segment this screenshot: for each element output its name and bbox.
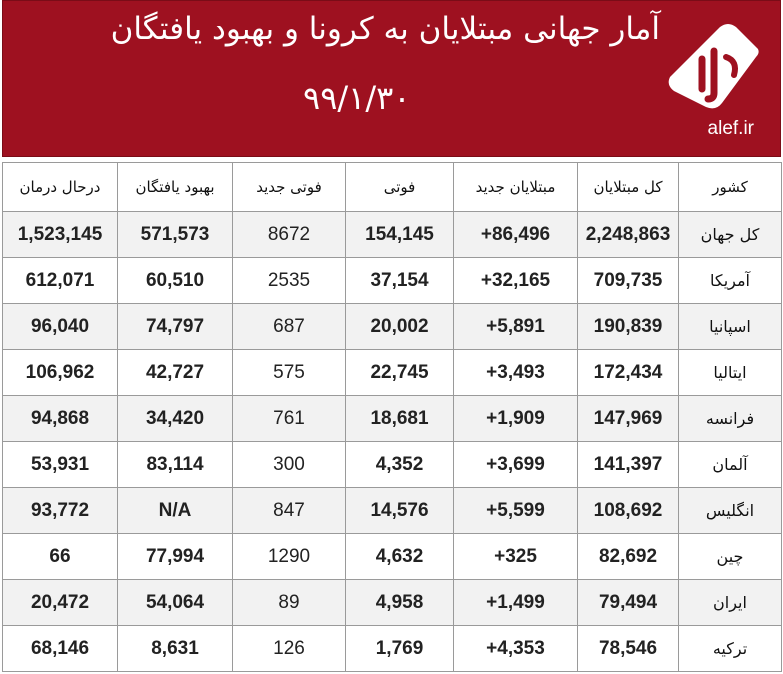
cell-recovered: 74,797 xyxy=(118,304,233,350)
cell-country: آلمان xyxy=(679,442,782,488)
cell-total-cases: 108,692 xyxy=(578,488,679,534)
cell-new-cases: +32,165 xyxy=(454,258,578,304)
table-row xyxy=(3,534,782,580)
cell-new-deaths: 2535 xyxy=(233,258,346,304)
col-header-deaths: فوتی xyxy=(346,163,454,212)
cell-total-cases: 141,397 xyxy=(578,442,679,488)
cell-active: 53,931 xyxy=(3,442,118,488)
cell-active: 66 xyxy=(3,534,118,580)
cell-deaths: 4,352 xyxy=(346,442,454,488)
cell-recovered: 34,420 xyxy=(118,396,233,442)
cell-deaths: 14,576 xyxy=(346,488,454,534)
cell-new-cases: +5,599 xyxy=(454,488,578,534)
cell-deaths: 1,769 xyxy=(346,626,454,672)
cell-total-cases: 79,494 xyxy=(578,580,679,626)
table-row xyxy=(3,396,782,442)
cell-recovered: 83,114 xyxy=(118,442,233,488)
table-row xyxy=(3,442,782,488)
cell-new-deaths: 300 xyxy=(233,442,346,488)
cell-new-cases: +1,499 xyxy=(454,580,578,626)
cell-new-cases: +3,699 xyxy=(454,442,578,488)
cell-new-deaths: 126 xyxy=(233,626,346,672)
cell-deaths: 18,681 xyxy=(346,396,454,442)
table-row xyxy=(3,626,782,672)
table-header-row xyxy=(3,163,782,212)
report-date: ۹۹/۱/۳۰ xyxy=(303,79,411,117)
table-row xyxy=(3,212,782,258)
cell-new-cases: +3,493 xyxy=(454,350,578,396)
cell-new-deaths: 761 xyxy=(233,396,346,442)
cell-recovered: 60,510 xyxy=(118,258,233,304)
table-row xyxy=(3,258,782,304)
cell-total-cases: 172,434 xyxy=(578,350,679,396)
cell-deaths: 37,154 xyxy=(346,258,454,304)
cell-active: 612,071 xyxy=(3,258,118,304)
cell-country: ایتالیا xyxy=(679,350,782,396)
table-row xyxy=(3,488,782,534)
col-header-recovered: بهبود یافتگان xyxy=(118,163,233,212)
cell-country: ترکیه xyxy=(679,626,782,672)
cell-recovered: 8,631 xyxy=(118,626,233,672)
cell-country: چین xyxy=(679,534,782,580)
cell-new-deaths: 8672 xyxy=(233,212,346,258)
header-banner xyxy=(2,0,781,157)
cell-recovered: N/A xyxy=(118,488,233,534)
cell-deaths: 4,958 xyxy=(346,580,454,626)
cell-active: 20,472 xyxy=(3,580,118,626)
cell-new-deaths: 687 xyxy=(233,304,346,350)
cell-new-deaths: 575 xyxy=(233,350,346,396)
page-title: آمار جهانی مبتلایان به کرونا و بهبود یافتگان xyxy=(110,11,660,47)
cell-new-cases: +1,909 xyxy=(454,396,578,442)
logo-text[interactable]: alef.ir xyxy=(707,118,754,139)
cell-active: 94,868 xyxy=(3,396,118,442)
cell-active: 93,772 xyxy=(3,488,118,534)
cell-total-cases: 709,735 xyxy=(578,258,679,304)
cell-new-deaths: 89 xyxy=(233,580,346,626)
cell-country: انگلیس xyxy=(679,488,782,534)
cell-recovered: 42,727 xyxy=(118,350,233,396)
cell-deaths: 20,002 xyxy=(346,304,454,350)
col-header-active: درحال درمان xyxy=(3,163,118,212)
cell-new-cases: +4,353 xyxy=(454,626,578,672)
cell-total-cases: 82,692 xyxy=(578,534,679,580)
cell-new-cases: +86,496 xyxy=(454,212,578,258)
cell-new-cases: +325 xyxy=(454,534,578,580)
cell-active: 68,146 xyxy=(3,626,118,672)
cell-active: 1,523,145 xyxy=(3,212,118,258)
table-row xyxy=(3,580,782,626)
cell-country: ایران xyxy=(679,580,782,626)
cell-active: 106,962 xyxy=(3,350,118,396)
cell-country: آمریکا xyxy=(679,258,782,304)
cell-deaths: 22,745 xyxy=(346,350,454,396)
cell-total-cases: 147,969 xyxy=(578,396,679,442)
cell-country: اسپانیا xyxy=(679,304,782,350)
stats-table xyxy=(2,162,782,672)
cell-deaths: 4,632 xyxy=(346,534,454,580)
col-header-new-deaths: فوتی جدید xyxy=(233,163,346,212)
table-row xyxy=(3,304,782,350)
col-header-new-cases: مبتلایان جدید xyxy=(454,163,578,212)
cell-deaths: 154,145 xyxy=(346,212,454,258)
cell-country: کل جهان xyxy=(679,212,782,258)
cell-new-cases: +5,891 xyxy=(454,304,578,350)
cell-recovered: 54,064 xyxy=(118,580,233,626)
col-header-total-cases: کل مبتلایان xyxy=(578,163,679,212)
cell-recovered: 77,994 xyxy=(118,534,233,580)
cell-active: 96,040 xyxy=(3,304,118,350)
cell-total-cases: 2,248,863 xyxy=(578,212,679,258)
col-header-country: کشور xyxy=(679,163,782,212)
cell-total-cases: 78,546 xyxy=(578,626,679,672)
cell-recovered: 571,573 xyxy=(118,212,233,258)
cell-country: فرانسه xyxy=(679,396,782,442)
alef-logo-icon xyxy=(662,19,762,129)
cell-new-deaths: 1290 xyxy=(233,534,346,580)
table-row xyxy=(3,350,782,396)
cell-total-cases: 190,839 xyxy=(578,304,679,350)
cell-new-deaths: 847 xyxy=(233,488,346,534)
